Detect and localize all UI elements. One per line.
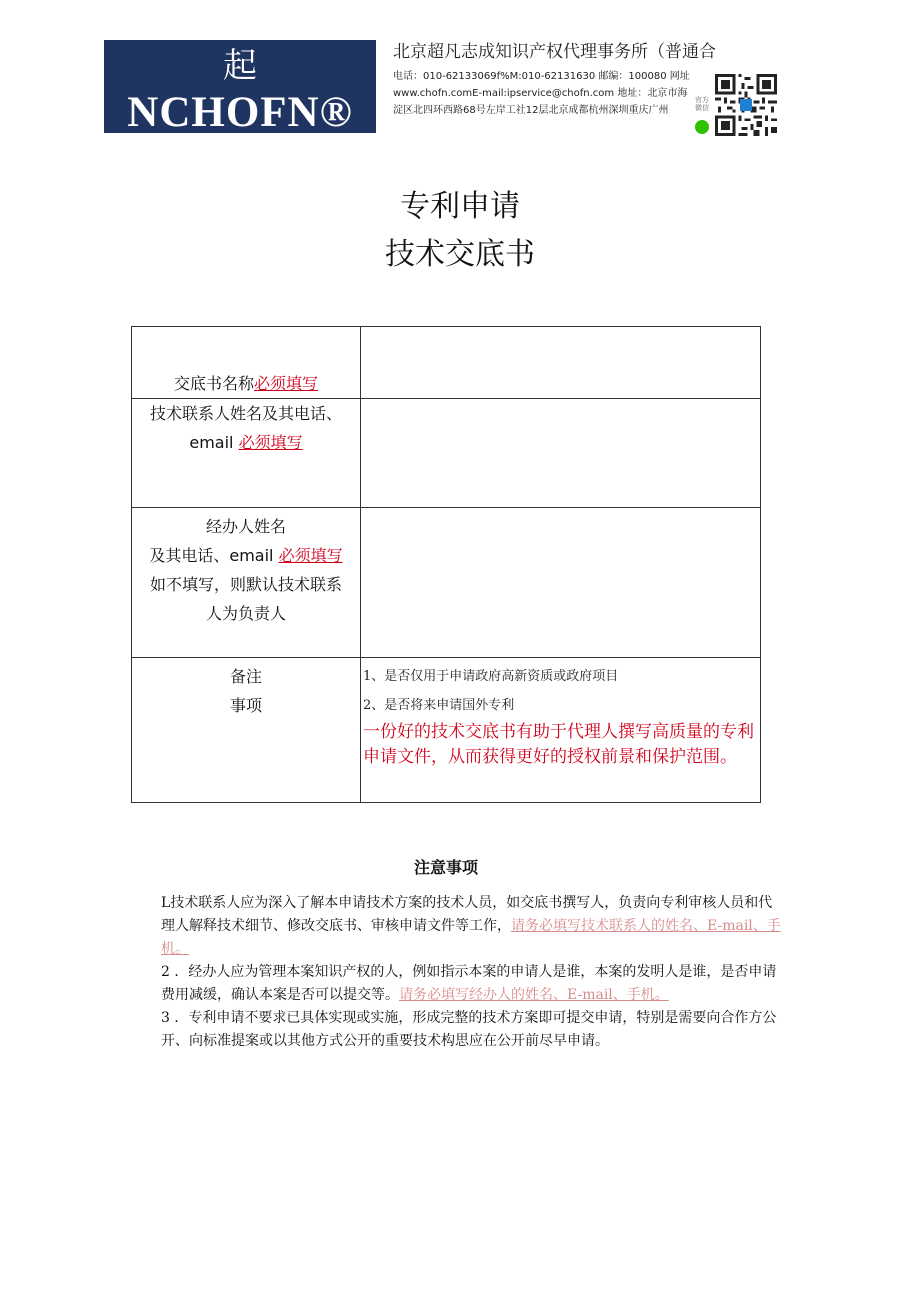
qr-label: 官方微信 [695,96,709,112]
remark-tip: 一份好的技术交底书有助于代理人撰写高质量的专利申请文件，从而获得更好的授权前景和保护范围。 [363,722,754,767]
wechat-qr-block [693,74,779,136]
handler-input[interactable] [361,508,761,658]
required-mark: 必须填写 [238,433,303,452]
table-row [132,508,761,658]
logo-english-text: NCHOFN® [127,89,353,133]
disclosure-name-input[interactable] [361,327,761,399]
tech-contact-input[interactable] [361,399,761,508]
wechat-icon [695,120,709,134]
field-label-handler: 经办人姓名 及其电话、email 必须填写 如不填写，则默认技术联系 人为负责人 [132,508,361,658]
field-label-tech-contact: 技术联系人姓名及其电话、 email 必须填写 [132,399,361,508]
qr-code-icon [715,74,777,136]
page-title-line2: 技术交底书 [385,237,535,272]
remarks-cell[interactable] [361,658,761,803]
firm-name: 北京超凡志成知识产权代理事务所（普通合 [393,42,716,62]
contact-info: 电话：010-62133069f%M:010-62131630 邮编：100080 网址 www.chofn.comE-mail:ipservice@chofn.com 地址：北京市海淀区北四环西路68号左岸工社12层北京成都杭州深圳重庆广州 [393,71,690,116]
note-required-hint: 请务必填写技术联系人的姓名、E-mail、手机。 [161,918,781,957]
table-row [132,399,761,508]
notes-body [161,892,781,1053]
disclosure-form-table [131,326,761,803]
table-row [132,658,761,803]
note-item-1: L技术联系人应为深入了解本申请技术方案的技术人员，如交底书撰写人，负责向专利审核人员和代理人解释技术细节、修改交底书、审核申请文件等工作，请务必填写技术联系人的姓名、E-mail、手机。 [161,895,781,957]
field-label-remarks: 备注 事项 [132,658,361,803]
page-title-line1: 专利申请 [400,189,520,224]
required-mark: 必须填写 [278,546,343,565]
remark-item-2: 2、是否将来申请国外专利 [363,698,515,713]
notes-title: 注意事项 [413,858,478,877]
required-mark: 必须填写 [254,374,319,393]
field-label-disclosure-name: 交底书名称必须填写 [132,327,361,399]
table-row [132,327,761,399]
logo-chinese-text: 起 [223,46,257,86]
note-item-2: 2 ．经办人应为管理本案知识产权的人，例如指示本案的申请人是谁，本案的发明人是谁，是否申请费用减缓，确认本案是否可以提交等。请务必填写经办人的姓名、E-mail、手机。 [161,964,777,1003]
note-item-3: 3 ．专利申请不要求已具体实现或实施，形成完整的技术方案即可提交申请，特别是需要向合作方公开、向标准提案或以其他方式公开的重要技术构思应在公开前尽早申请。 [161,1010,777,1049]
company-logo [104,40,376,133]
remark-item-1: 1、是否仅用于申请政府高新资质或政府项目 [363,669,619,684]
note-required-hint: 请务必填写经办人的姓名、E-mail、手机。 [399,987,669,1003]
